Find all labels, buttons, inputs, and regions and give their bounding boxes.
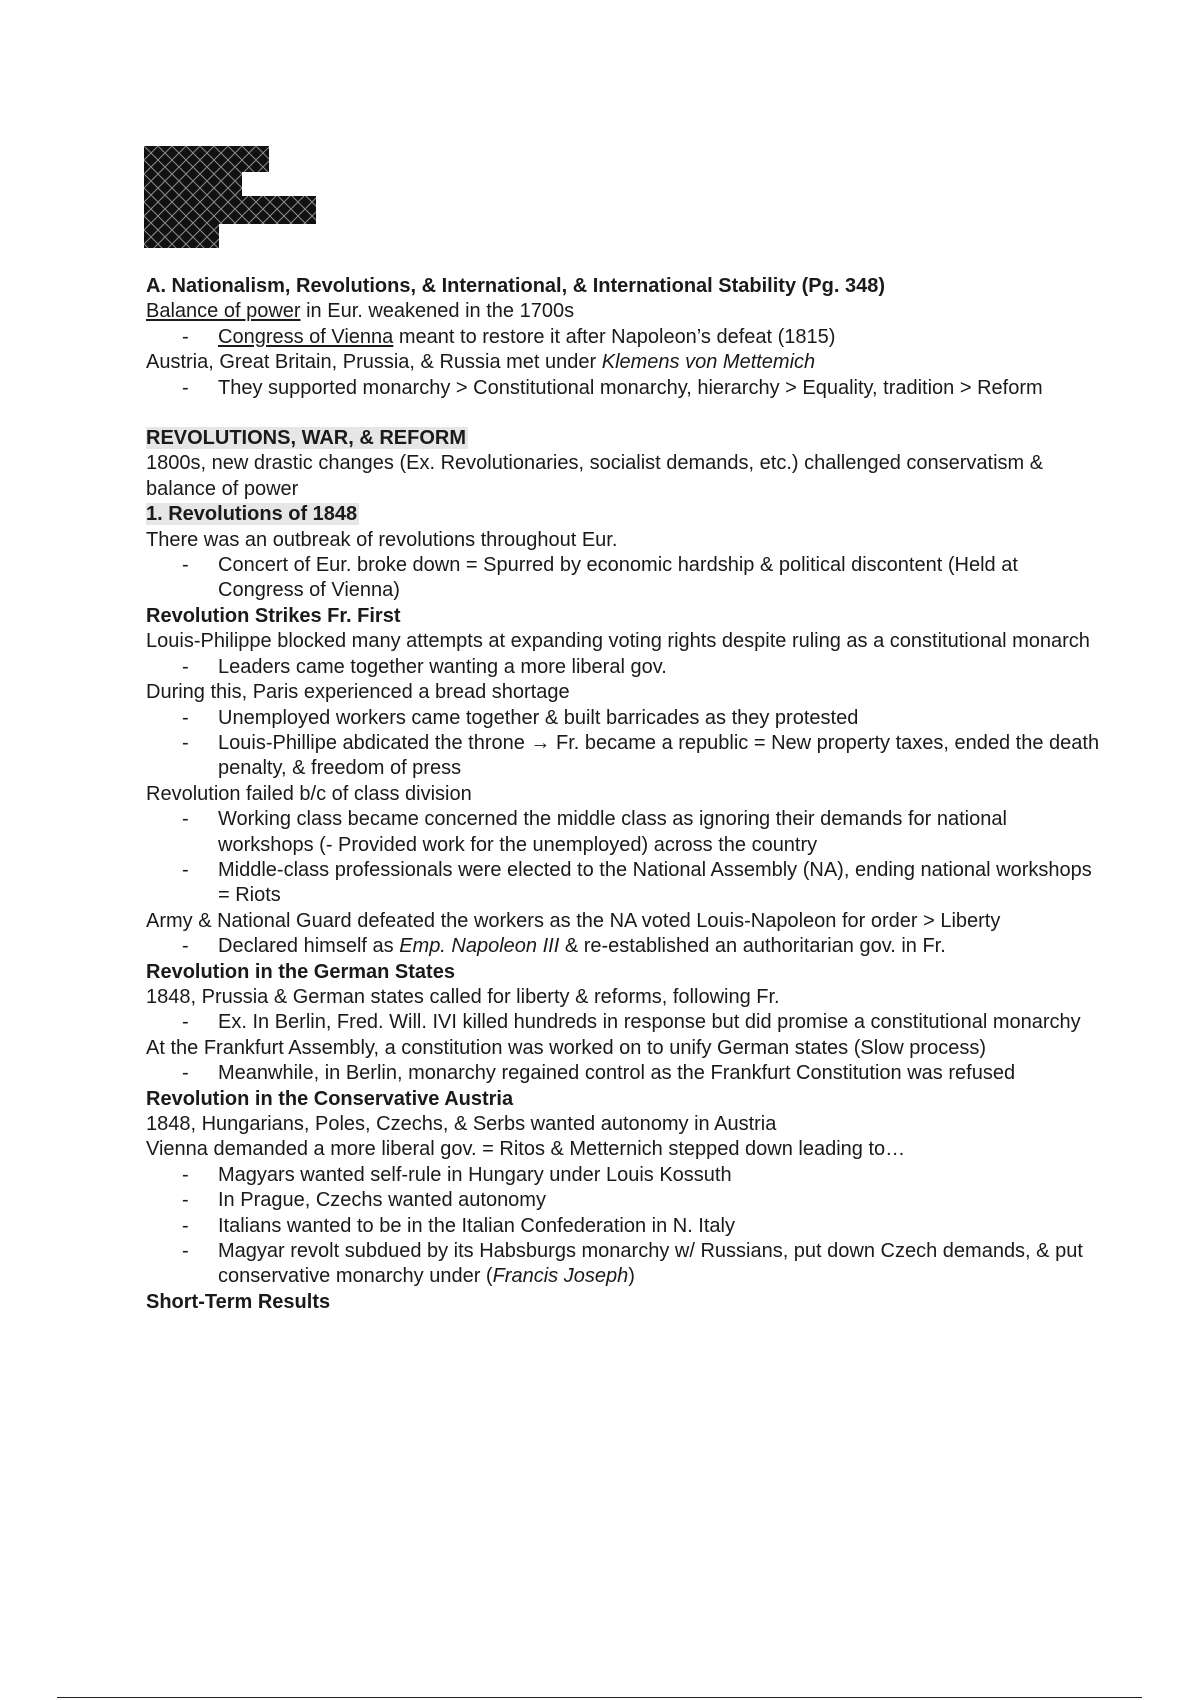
austria-p2: Vienna demanded a more liberal gov. = Ritos & Metternich stepped down leading to… (146, 1138, 906, 1161)
bullet-unemployed: - Unemployed workers came together & built barricades as they protested (182, 706, 859, 729)
bullet-middle-class: - Middle-class professionals were elected to the National Assembly (NA), ending national workshops = Riots (182, 858, 1092, 907)
balance-term: Balance of power (146, 300, 301, 323)
france-heading: Revolution Strikes Fr. First (146, 604, 401, 627)
bullet-working-class: - Working class became concerned the middle class as ignoring their demands for national workshops (- Provided work for the unemployed) across the country (182, 808, 1007, 856)
rwr-heading: REVOLUTIONS, WAR, & REFORM (146, 427, 466, 450)
rev1848-heading: 1. Revolutions of 1848 (146, 503, 358, 526)
austria-line: Austria, Great Britain, Prussia, & Russia met under Klemens von Mettemich (146, 351, 816, 374)
bullet-berlin: - Ex. In Berlin, Fred. Will. IVI killed hundreds in response but did promise a constitutional monarchy (182, 1011, 1081, 1034)
german-p2: At the Frankfurt Assembly, a constitution was worked on to unify German states (Slow process) (146, 1036, 986, 1059)
congress-term: Congress of Vienna (218, 325, 394, 348)
bullet-magyars: - Magyars wanted self-rule in Hungary under Louis Kossuth (182, 1163, 732, 1186)
short-term-heading: Short-Term Results (146, 1290, 331, 1313)
austria-heading: Revolution in the Conservative Austria (146, 1087, 514, 1110)
bullet-magyar-revolt: - Magyar revolt subdued by its Habsburgs monarchy w/ Russians, put down Czech demands, & put conservative monarchy under (Francis Joseph) (182, 1240, 1083, 1288)
balance-line: Balance of power in Eur. weakened in the 1700s (146, 300, 575, 323)
bullet-italians: - Italians wanted to be in the Italian Confederation in N. Italy (182, 1214, 735, 1237)
austria-p1: 1848, Hungarians, Poles, Czechs, & Serbs wanted autonomy in Austria (146, 1113, 777, 1135)
france-p4: Army & National Guard defeated the workers as the NA voted Louis-Napoleon for order > Liberty (146, 909, 1001, 932)
page-bottom-rule (57, 1697, 1142, 1698)
section-title: A. Nationalism, Revolutions, & International, & International Stability (Pg. 348) (146, 275, 885, 297)
bullet-napoleon: - Declared himself as Emp. Napoleon III & re-established an authoritarian gov. in Fr. (182, 935, 946, 958)
bullet-prague: - In Prague, Czechs wanted autonomy (182, 1189, 546, 1212)
bullet-supported: - They supported monarchy > Constitutional monarchy, hierarchy > Equality, tradition > Reform (182, 376, 1043, 399)
rwr-text: 1800s, new drastic changes (Ex. Revolutionaries, socialist demands, etc.) challenged conservatism & balance of power (146, 452, 1044, 500)
bullet-congress: - Congress of Vienna meant to restore it after Napoleon’s defeat (1815) (182, 325, 836, 348)
bullet-abdicated: - Louis-Phillipe abdicated the throne → Fr. became a republic = New property taxes, ended the death penalty, & freedom of press (182, 731, 1100, 780)
german-p1: 1848, Prussia & German states called for liberty & reforms, following Fr. (146, 985, 780, 1008)
france-p3: Revolution failed b/c of class division (146, 782, 472, 805)
redacted-name-scribble (144, 146, 316, 248)
german-heading: Revolution in the German States (146, 960, 455, 983)
rev1848-text: There was an outbreak of revolutions throughout Eur. (146, 528, 618, 551)
notes-body (146, 274, 1106, 1315)
france-p2: During this, Paris experienced a bread shortage (146, 681, 570, 704)
france-p1: Louis-Philippe blocked many attempts at expanding voting rights despite ruling as a constitutional monarch (146, 630, 1090, 653)
bullet-concert: - Concert of Eur. broke down = Spurred by economic hardship & political discontent (Held at Congress of Vienna) (182, 554, 1018, 602)
bullet-frankfurt: - Meanwhile, in Berlin, monarchy regained control as the Frankfurt Constitution was refused (182, 1062, 1016, 1085)
bullet-leaders: - Leaders came together wanting a more liberal gov. (182, 655, 667, 678)
